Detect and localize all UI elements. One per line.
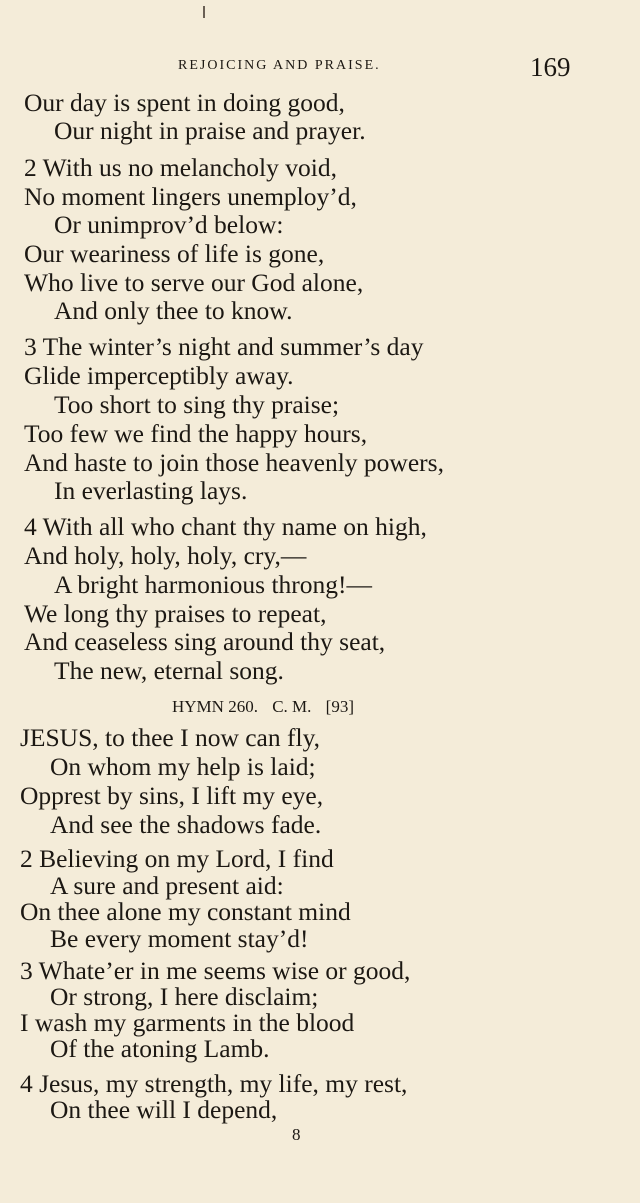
hymn-heading xyxy=(172,697,354,717)
verse-line: We long thy praises to repeat, xyxy=(24,599,327,628)
verse-line: And ceaseless sing around thy seat, xyxy=(24,627,386,656)
verse-line: No moment lingers unemploy’d, xyxy=(24,182,357,211)
verse-line: On thee will I depend, xyxy=(50,1095,278,1124)
verse-line: Who live to serve our God alone, xyxy=(24,268,364,297)
page-mark xyxy=(203,6,205,18)
verse-line: 2 With us no melancholy void, xyxy=(24,153,337,182)
verse-line: 4 With all who chant thy name on high, xyxy=(24,512,427,541)
signature-mark: 8 xyxy=(292,1125,301,1144)
verse-line: JESUS, to thee I now can fly, xyxy=(20,723,321,752)
running-head: REJOICING AND PRAISE. xyxy=(178,58,381,73)
verse-line: Glide imperceptibly away. xyxy=(24,361,294,390)
verse-line: Too short to sing thy praise; xyxy=(54,390,340,419)
verse-line: 3 Whate’er in me seems wise or good, xyxy=(20,956,411,985)
page-header xyxy=(0,52,640,82)
verse-line: A sure and present aid: xyxy=(50,871,284,900)
verse-line: In everlasting lays. xyxy=(54,476,248,505)
verse-line: On thee alone my constant mind xyxy=(20,897,351,926)
verse-line: Of the atoning Lamb. xyxy=(50,1034,270,1063)
verse-line: And see the shadows fade. xyxy=(50,810,322,839)
verse-line: Our night in praise and prayer. xyxy=(54,116,366,145)
verse-line: A bright harmonious throng!— xyxy=(54,570,373,599)
verse-line: Be every moment stay’d! xyxy=(50,924,309,953)
verse-line: Our weariness of life is gone, xyxy=(24,239,325,268)
verse-line: Or strong, I here disclaim; xyxy=(50,982,319,1011)
verse-line: Or unimprov’d below: xyxy=(54,210,284,239)
hymn-number: HYMN 260. xyxy=(172,697,258,716)
verse-line: Opprest by sins, I lift my eye, xyxy=(20,781,324,810)
verse-line: And haste to join those heavenly powers, xyxy=(24,448,444,477)
verse-line: 2 Believing on my Lord, I find xyxy=(20,844,334,873)
verse-line: On whom my help is laid; xyxy=(50,752,316,781)
verse-line: 4 Jesus, my strength, my life, my rest, xyxy=(20,1069,408,1098)
verse-line: Our day is spent in doing good, xyxy=(24,88,345,117)
verse-line: The new, eternal song. xyxy=(54,656,284,685)
verse-line: And holy, holy, holy, cry,— xyxy=(24,541,307,570)
verse-line: Too few we find the happy hours, xyxy=(24,419,368,448)
hymn-meter: C. M. xyxy=(272,697,312,716)
page-number: 169 xyxy=(530,52,571,82)
verse-line: And only thee to know. xyxy=(54,296,293,325)
verse-line: 3 The winter’s night and summer’s day xyxy=(24,332,424,361)
verse-line: I wash my garments in the blood xyxy=(20,1008,355,1037)
tune-reference: [93] xyxy=(325,697,354,716)
